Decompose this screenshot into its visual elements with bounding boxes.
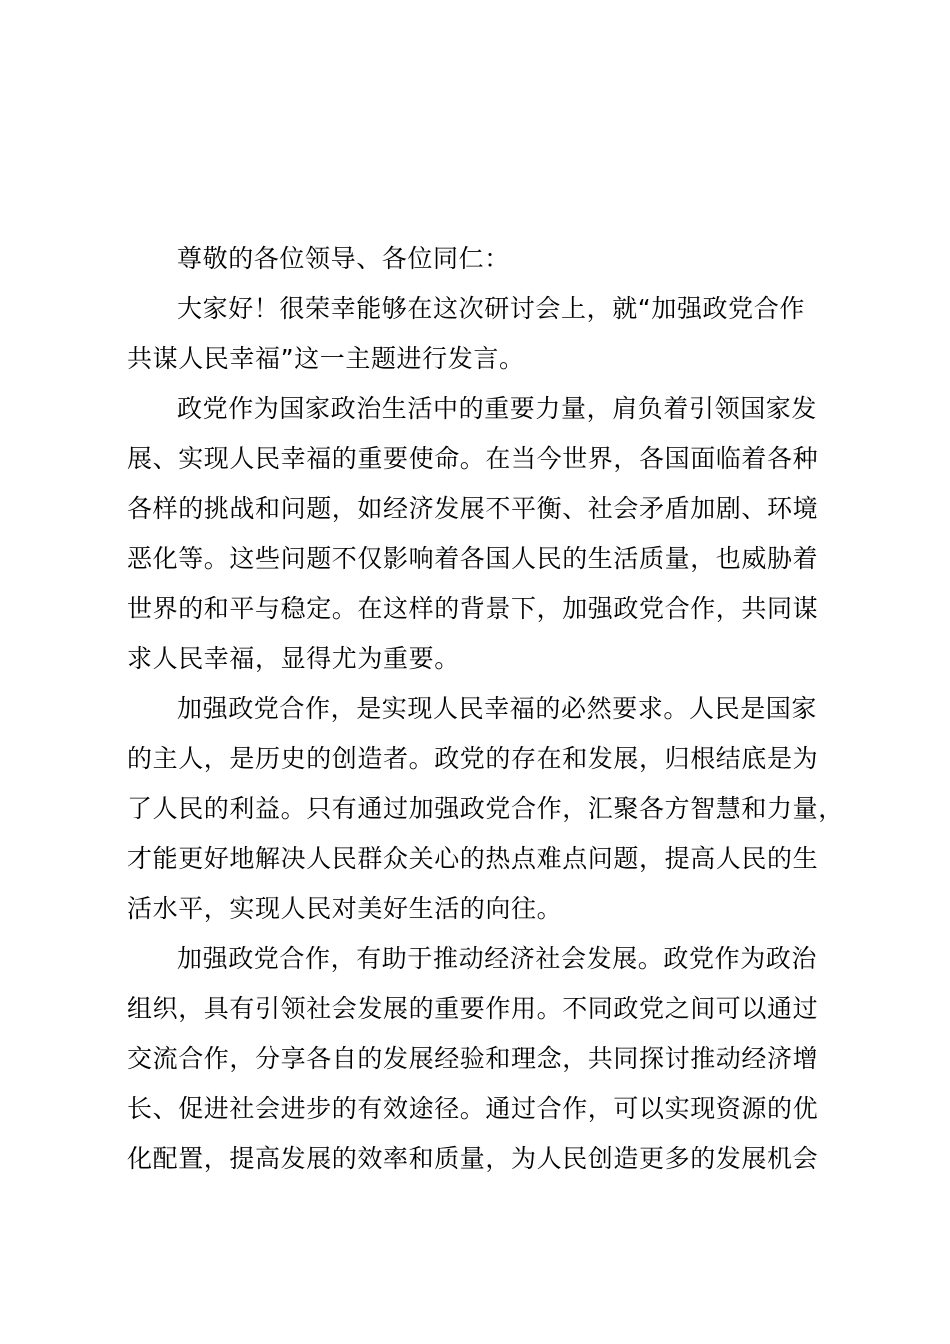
- text-line: 组织，具有引领社会发展的重要作用。不同政党之间可以通过: [127, 994, 819, 1023]
- text-line: 展、实现人民幸福的重要使命。在当今世界，各国面临着各种: [127, 444, 819, 473]
- text-line: 各样的挑战和问题，如经济发展不平衡、社会矛盾加剧、环境: [127, 494, 819, 523]
- text-line: 求人民幸福，显得尤为重要。: [127, 644, 460, 673]
- text-line: 才能更好地解决人民群众关心的热点难点问题，提高人民的生: [127, 844, 819, 873]
- paragraph-greeting: [127, 284, 833, 384]
- text-line: 恶化等。这些问题不仅影响着各国人民的生活质量，也威胁着: [127, 544, 819, 573]
- paragraph-economic-development: [127, 934, 833, 1184]
- text-line: 共谋人民幸福”这一主题进行发言。: [127, 344, 525, 373]
- text-line: 的主人，是历史的创造者。政党的存在和发展，归根结底是为: [127, 744, 819, 773]
- paragraph-context: [127, 384, 833, 684]
- text-line: 活水平，实现人民对美好生活的向往。: [127, 894, 563, 923]
- paragraph-people-happiness: [127, 684, 844, 934]
- document-body: [127, 234, 844, 1184]
- text-line: 政党作为国家政治生活中的重要力量，肩负着引领国家发: [177, 394, 818, 423]
- text-line: 长、促进社会进步的有效途径。通过合作，可以实现资源的优: [127, 1094, 819, 1123]
- text-line: 加强政党合作，是实现人民幸福的必然要求。人民是国家: [177, 694, 818, 723]
- text-line: 加强政党合作，有助于推动经济社会发展。政党作为政治: [177, 944, 818, 973]
- text-line: 尊敬的各位领导、各位同仁：: [177, 244, 510, 273]
- paragraph-salutation: [127, 234, 833, 284]
- text-line: 世界的和平与稳定。在这样的背景下，加强政党合作，共同谋: [127, 594, 819, 623]
- text-line: 了人民的利益。只有通过加强政党合作，汇聚各方智慧和力量，: [127, 794, 844, 823]
- text-line: 交流合作，分享各自的发展经验和理念，共同探讨推动经济增: [127, 1044, 819, 1073]
- text-line: 化配置，提高发展的效率和质量，为人民创造更多的发展机会: [127, 1144, 819, 1173]
- text-line: 大家好！很荣幸能够在这次研讨会上，就“加强政党合作: [177, 294, 805, 323]
